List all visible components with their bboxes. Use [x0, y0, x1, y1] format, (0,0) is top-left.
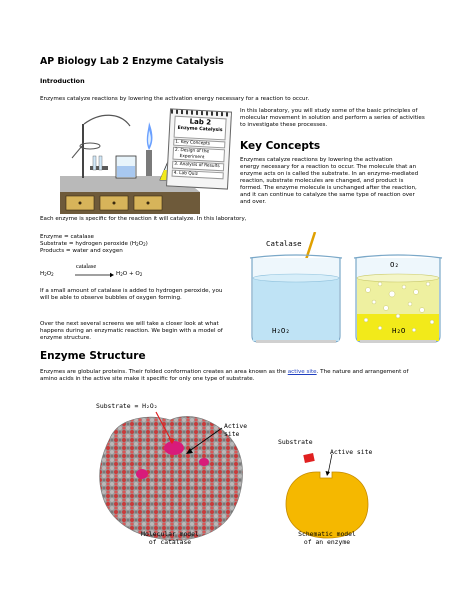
subscript: 2: [136, 242, 139, 247]
eq-text: O + O: [122, 271, 140, 277]
substrate-h2o2-label: Substrate = H₂O₂: [96, 402, 158, 410]
lab-card-title: Lab 2: [189, 117, 212, 127]
page-title: AP Biology Lab 2 Enzyme Catalysis: [40, 56, 224, 67]
structure-text: [40, 369, 460, 383]
schematic-model-caption: [282, 530, 372, 546]
key-concepts-line: and it can continue to catalyze the same type of reaction over: [240, 192, 415, 198]
right-intro-line: molecular movement in solution and perform a series of activities: [240, 115, 425, 121]
key-concepts-text: [240, 157, 418, 206]
substrate-shape: [303, 453, 314, 463]
next-screens-line: happens during an enzymatic reaction. We begin with a model of: [40, 328, 223, 334]
definitions: [40, 234, 148, 255]
structure-text-part: Enzymes are globular proteins. Their folded conformation creates an area known as the: [40, 369, 288, 375]
subscript: 2: [51, 272, 54, 277]
intro-text: Enzymes catalyze reactions by lowering the activation energy necessary for a reaction to occur.: [40, 96, 310, 102]
observation-line: will be able to observe bubbles of oxygen forming.: [40, 295, 182, 301]
catalase-label: Catalase: [266, 239, 302, 248]
subscript: 2: [120, 272, 123, 277]
right-intro-line: In this laboratory, you will study some of the basic principles of: [240, 108, 418, 114]
lab-menu-card: [166, 108, 232, 189]
molecular-model: [90, 398, 250, 558]
next-screens-line: enzyme structure.: [40, 335, 92, 341]
menu-item-lab-quiz[interactable]: 4. Lab Quiz: [172, 169, 224, 179]
subscript: 2: [143, 242, 146, 247]
key-concepts-heading: Key Concepts: [240, 140, 321, 152]
lab-card-subtitle: Enzyme Catalysis: [177, 125, 223, 134]
eq-text: O: [46, 271, 52, 277]
substrate-def-text: Substrate = hydrogen peroxide (H: [40, 241, 137, 247]
eq-text: H: [116, 271, 121, 277]
products-definition: Products = water and oxygen: [40, 248, 123, 254]
key-concepts-line: enzyme acts on is called the substrate. In an enzyme-mediated: [240, 171, 419, 177]
schematic-model: [272, 432, 382, 552]
menu-item-design-experiment[interactable]: [172, 147, 225, 163]
substrate-label: Substrate: [278, 438, 313, 446]
active-site-label-schematic: Active site: [330, 448, 373, 456]
right-intro-text: [240, 108, 425, 129]
structure-line-1: [40, 369, 460, 376]
reaction-equation-right: [116, 271, 142, 278]
active-site-link[interactable]: active site: [287, 369, 317, 375]
caption-line: of an enzyme: [303, 538, 351, 546]
reaction-equation-left: [40, 271, 54, 278]
reaction-arrow: [74, 272, 114, 278]
substrate-def-text: ): [145, 241, 148, 247]
key-concepts-line: reaction, substrate molecules are changed, and product is: [240, 178, 404, 184]
menu-item-design-line1: 2. Design of the: [174, 148, 210, 155]
key-concepts-line: formed. The enzyme molecule is unchanged after the reaction,: [240, 185, 417, 191]
right-beaker-label: H₂O: [392, 326, 406, 335]
menu-item-key-concepts[interactable]: 1. Key Concepts: [173, 139, 225, 149]
caption-line: of catalase: [148, 538, 192, 546]
observation-text: [40, 288, 222, 302]
enzyme-shape: [286, 472, 368, 538]
key-concepts-line: energy necessary for a reaction to occur. The molecule that an: [240, 164, 417, 170]
menu-item-analysis-results[interactable]: 3. Analysis of Results: [172, 161, 224, 171]
subscript: 2: [139, 272, 143, 277]
o2-label: O₂: [390, 260, 399, 269]
eq-text: H: [40, 271, 45, 277]
enzyme-structure-heading: Enzyme Structure: [40, 350, 146, 362]
introduction-heading: Introduction: [40, 77, 85, 85]
structure-line-2: amino acids in the active site make it specific for only one type of substrate.: [40, 376, 255, 382]
next-screens-text: [40, 321, 223, 342]
substrate-def-text: O: [138, 241, 144, 247]
molecular-model-caption: [130, 530, 210, 546]
caption-line: Schematic model: [298, 530, 356, 538]
beakers-illustration: [244, 232, 444, 352]
active-site-label-molecular: Active site: [224, 422, 248, 438]
specificity-text: Each enzyme is specific for the reaction it will catalyze. In this laboratory,: [40, 216, 247, 222]
menu-item-design-line2: Experiment: [179, 153, 205, 161]
right-intro-line: to investigate these processes.: [240, 122, 328, 128]
enzyme-definition: Enzyme = catalase: [40, 234, 94, 240]
caption-line: Molecular model: [141, 530, 199, 538]
catalase-arrow-label: catalase: [76, 263, 97, 270]
left-beaker-label: H₂O₂: [272, 326, 290, 335]
key-concepts-line: Enzymes catalyze reactions by lowering the activation: [240, 157, 393, 163]
next-screens-line: Over the next several screens we will take a closer look at what: [40, 321, 219, 327]
subscript: 2: [44, 272, 47, 277]
substrate-definition: [40, 241, 148, 248]
structure-text-part: . The nature and arrangement of: [316, 369, 409, 375]
observation-line: If a small amount of catalase is added to hydrogen peroxide, you: [40, 288, 223, 294]
key-concepts-line: and over.: [240, 199, 267, 205]
